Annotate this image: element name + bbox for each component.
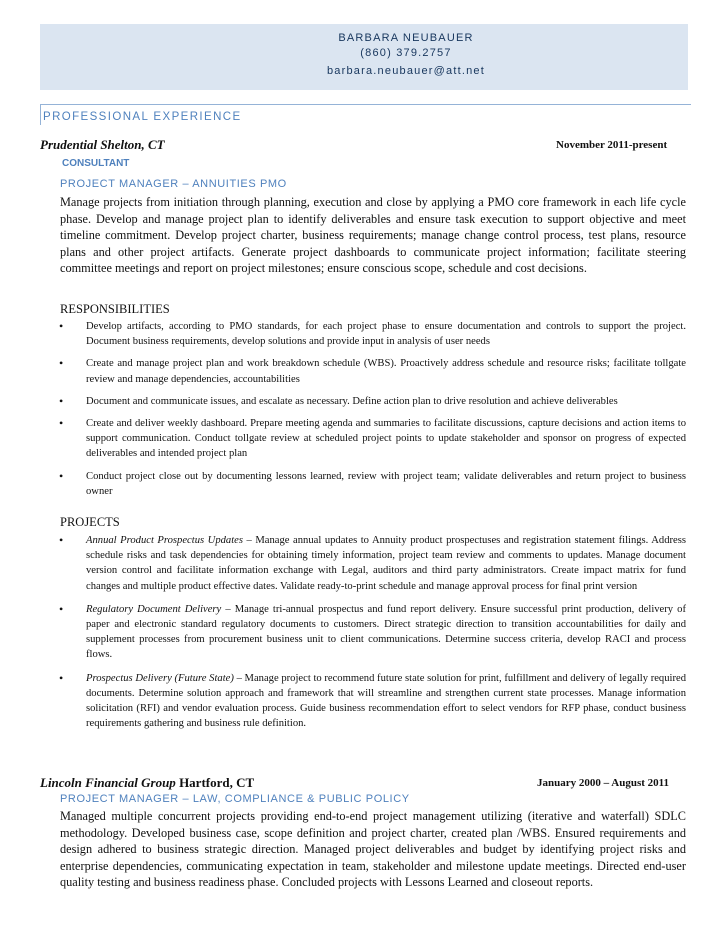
bullet-icon: • <box>59 468 64 483</box>
list-item: • Document and communicate issues, and escalate as necessary. Define action plan to drive resolution and achieve deliverables <box>59 393 618 408</box>
projects-list <box>56 533 686 739</box>
company-location: Shelton, CT <box>100 137 165 152</box>
project-name: Annual Product Prospectus Updates <box>86 535 243 546</box>
employment-dates: January 2000 – August 2011 <box>537 777 670 789</box>
list-item: • Prospectus Delivery (Future State) – Manage project to recommend future state solution for print, fulfillment and delivery of legally required documents. Determine solution approach and framework that will streamline and strengthen current state processes. Manage information solicitation (RFI) and vendor evaluation process. Guide business recommendation effort to select vendors for RFP phase, conduct business requirements gathering and business rule definition. <box>59 670 686 730</box>
section-title: PROFESSIONAL EXPERIENCE <box>40 104 691 125</box>
employer-heading <box>40 775 254 791</box>
bullet-icon: • <box>59 670 64 685</box>
job-title: PROJECT MANAGER – LAW, COMPLIANCE & PUBLIC POLICY <box>60 793 410 805</box>
projects-heading: PROJECTS <box>60 515 120 529</box>
project-name: Prospectus Delivery (Future State) <box>86 672 234 684</box>
job-title: PROJECT MANAGER – ANNUITIES PMO <box>60 178 287 190</box>
candidate-name: BARBARA NEUBAUER <box>338 32 474 44</box>
bullet-icon: • <box>59 416 64 431</box>
bullet-icon: • <box>59 393 64 408</box>
employer-heading <box>40 137 165 153</box>
bullet-icon: • <box>59 533 64 547</box>
email-address: barbara.neubauer@att.net <box>326 65 485 77</box>
bullet-icon: • <box>59 356 64 371</box>
company-name: Lincoln Financial Group <box>40 775 176 790</box>
contact-header <box>40 24 688 90</box>
project-name: Regulatory Document Delivery <box>86 603 222 615</box>
employment-type: CONSULTANT <box>62 158 130 169</box>
bullet-icon: • <box>59 319 64 333</box>
list-item: • Create and manage project plan and work breakdown schedule (WBS). Proactively address schedule and resource risks; facilitate tollgate review and manage dependencies, accountabilities <box>59 356 686 385</box>
list-item: • Conduct project close out by documenting lessons learned, review with project team; validate deliverables and return project to business owner <box>59 468 686 497</box>
list-item: • Create and deliver weekly dashboard. Prepare meeting agenda and summaries to facilitate discussions, capture decisions and action items to support communication. Conduct tollgate review at scheduled project points to update stakeholder and sponsor on progress of expected deliverables and intended project plan <box>59 416 686 460</box>
company-location: Hartford, CT <box>179 775 255 790</box>
list-item: • Develop artifacts, according to PMO standards, for each project phase to ensure documentation and controls to support the project. Document business requirements, develop solutions and provide input in analysis of user needs <box>59 319 686 348</box>
responsibilities-list <box>56 319 686 506</box>
phone-number: (860) 379.2757 <box>360 47 452 59</box>
bullet-icon: • <box>59 601 64 616</box>
job-summary: Manage projects from initiation through planning, execution and close by applying a PMO core framework in each life cycle phase. Develop and manage project plan to identify deliverables and ensure task execution to support objective and meet timeline commitment. Develop project charter, business requirements; manage change control process, test plans, resource plans and other project artifacts. Generate project dashboards to communicate project information; facilitate steering committee meetings and report on project milestones; ensure conscious scope, schedule and cost decisions. <box>60 195 686 275</box>
job-summary: Managed multiple concurrent projects providing end-to-end project management utilizing (iterative and waterfall) SDLC methodology. Developed business case, scope definition and project charter, created plan /WBS. Ensured requirements and design adhered to business strategic direction. Managed project deliverables and budget by identifying project risks and enterprise dependencies, communicating expectation in team, stakeholder and milestone update meetings. Directed end-user quality testing and business readiness phase. Concluded projects with Lessons Learned and closeout reports. <box>60 809 686 889</box>
list-item: • Annual Product Prospectus Updates – Manage annual updates to Annuity product prospectuses and registration statement filings. Address schedule risks and task dependencies for obtaining timely information, project team review and comments to updates. Manage document version control and facilitate information exchange with Legal, auditors and third party administrators. Create impact matrix for fund changes and multiple product effective dates. Validate ready-to-print schedule and manage approval process for final print version <box>59 533 687 592</box>
responsibilities-heading: RESPONSIBILITIES <box>60 302 170 316</box>
list-item: • Regulatory Document Delivery – Manage tri-annual prospectus and fund report delivery. Ensure successful print production, delivery of paper and electronic standard regulatory documents to customers. Direct strategic direction to transition accountabilities for daily and supplement processes from procurement business unit to client communications. Determine success criteria, develop RACI and process flows. <box>59 601 686 661</box>
company-name: Prudential <box>40 137 98 152</box>
employment-dates: November 2011-present <box>556 139 668 151</box>
